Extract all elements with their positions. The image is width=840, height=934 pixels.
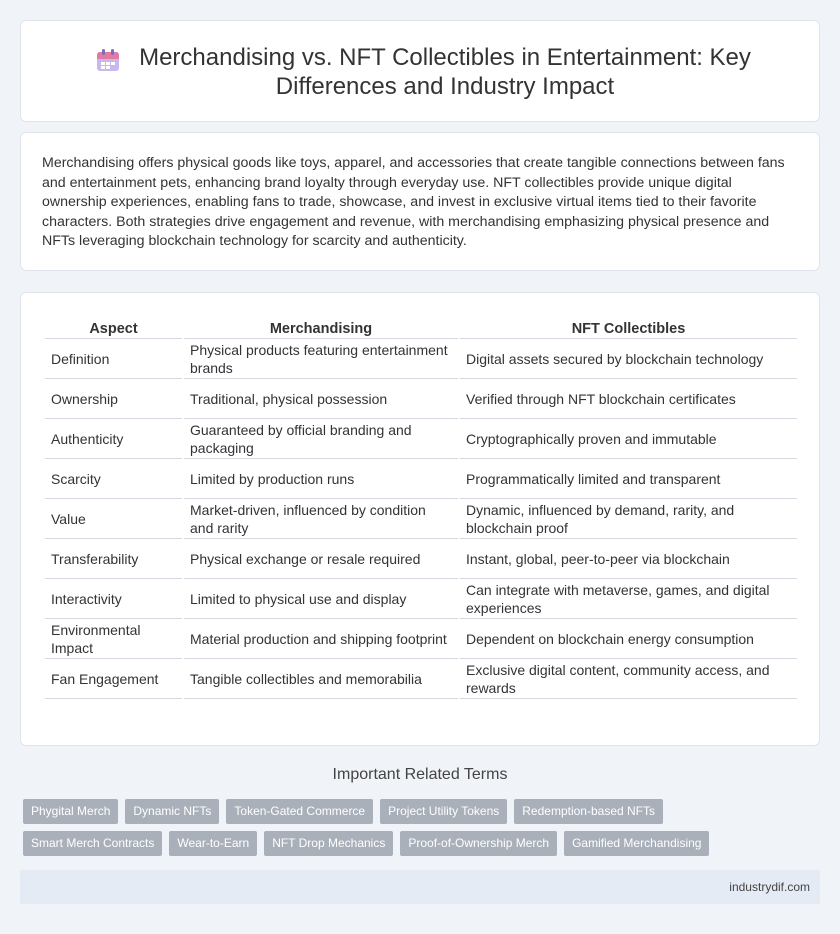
header-merchandising: Merchandising bbox=[184, 315, 458, 339]
row-merchandising: Material production and shipping footprint bbox=[184, 619, 458, 659]
related-term-tag[interactable]: Proof-of-Ownership Merch bbox=[400, 831, 557, 856]
row-aspect: Scarcity bbox=[45, 459, 182, 499]
related-term-tag[interactable]: Token-Gated Commerce bbox=[226, 799, 373, 824]
related-term-tag[interactable]: Phygital Merch bbox=[23, 799, 118, 824]
table-row bbox=[45, 619, 797, 659]
row-nft: Programmatically limited and transparent bbox=[460, 459, 797, 499]
related-term-tag[interactable]: Project Utility Tokens bbox=[380, 799, 507, 824]
row-merchandising: Traditional, physical possession bbox=[184, 379, 458, 419]
row-aspect: Interactivity bbox=[45, 579, 182, 619]
row-merchandising: Limited to physical use and display bbox=[184, 579, 458, 619]
footer bbox=[20, 870, 820, 904]
row-nft: Verified through NFT blockchain certificates bbox=[460, 379, 797, 419]
related-term-tag[interactable]: Gamified Merchandising bbox=[564, 831, 709, 856]
related-term-tag[interactable]: NFT Drop Mechanics bbox=[264, 831, 393, 856]
row-aspect: Value bbox=[45, 499, 182, 539]
table-row bbox=[45, 539, 797, 579]
title-card bbox=[20, 20, 820, 122]
related-term-tag[interactable]: Redemption-based NFTs bbox=[514, 799, 663, 824]
row-aspect: Authenticity bbox=[45, 419, 182, 459]
row-merchandising: Market-driven, influenced by condition and rarity bbox=[184, 499, 458, 539]
row-merchandising: Guaranteed by official branding and packaging bbox=[184, 419, 458, 459]
related-terms-heading: Important Related Terms bbox=[332, 766, 508, 783]
comparison-table-card bbox=[20, 292, 820, 746]
related-term-tag[interactable]: Wear-to-Earn bbox=[169, 831, 257, 856]
table-row bbox=[45, 379, 797, 419]
related-terms-list bbox=[23, 799, 813, 863]
row-aspect: Ownership bbox=[45, 379, 182, 419]
row-merchandising: Tangible collectibles and memorabilia bbox=[184, 659, 458, 699]
related-term-tag[interactable]: Smart Merch Contracts bbox=[23, 831, 162, 856]
related-term-tag[interactable]: Dynamic NFTs bbox=[125, 799, 219, 824]
row-aspect: Transferability bbox=[45, 539, 182, 579]
row-merchandising: Limited by production runs bbox=[184, 459, 458, 499]
row-aspect: Environmental Impact bbox=[45, 619, 182, 659]
header-nft-collectibles: NFT Collectibles bbox=[460, 315, 797, 339]
title-wrap bbox=[21, 43, 819, 101]
row-merchandising: Physical exchange or resale required bbox=[184, 539, 458, 579]
row-aspect: Fan Engagement bbox=[45, 659, 182, 699]
table-row bbox=[45, 579, 797, 619]
intro-paragraph: Merchandising offers physical goods like toys, apparel, and accessories that create tangible connections between fans and entertainment pets, enhancing brand loyalty through everyday use. NFT collectibles provide unique digital ownership experiences, enabling fans to trade, showcase, and invest in exclusive virtual items tied to their favorite characters. Both strategies drive engagement and revenue, with merchandising emphasizing physical presence and NFTs leveraging blockchain technology for scarcity and authenticity. bbox=[42, 155, 785, 249]
row-nft: Dependent on blockchain energy consumption bbox=[460, 619, 797, 659]
table-row bbox=[45, 339, 797, 379]
header-aspect: Aspect bbox=[45, 315, 182, 339]
table-row bbox=[45, 499, 797, 539]
row-merchandising: Physical products featuring entertainment brands bbox=[184, 339, 458, 379]
row-nft: Can integrate with metaverse, games, and digital experiences bbox=[460, 579, 797, 619]
page-title: Merchandising vs. NFT Collectibles in Entertainment: Key Differences and Industry Impact bbox=[139, 44, 751, 100]
intro-card bbox=[20, 132, 820, 271]
row-nft: Dynamic, influenced by demand, rarity, and blockchain proof bbox=[460, 499, 797, 539]
row-nft: Instant, global, peer-to-peer via blockchain bbox=[460, 539, 797, 579]
comparison-table bbox=[43, 315, 799, 699]
row-nft: Cryptographically proven and immutable bbox=[460, 419, 797, 459]
calendar-icon bbox=[95, 47, 121, 73]
table-row bbox=[45, 459, 797, 499]
table-row bbox=[45, 659, 797, 699]
row-nft: Digital assets secured by blockchain technology bbox=[460, 339, 797, 379]
table-header-row bbox=[45, 315, 797, 339]
row-nft: Exclusive digital content, community access, and rewards bbox=[460, 659, 797, 699]
footer-site-link[interactable]: industrydif.com bbox=[729, 880, 810, 894]
row-aspect: Definition bbox=[45, 339, 182, 379]
table-row bbox=[45, 419, 797, 459]
